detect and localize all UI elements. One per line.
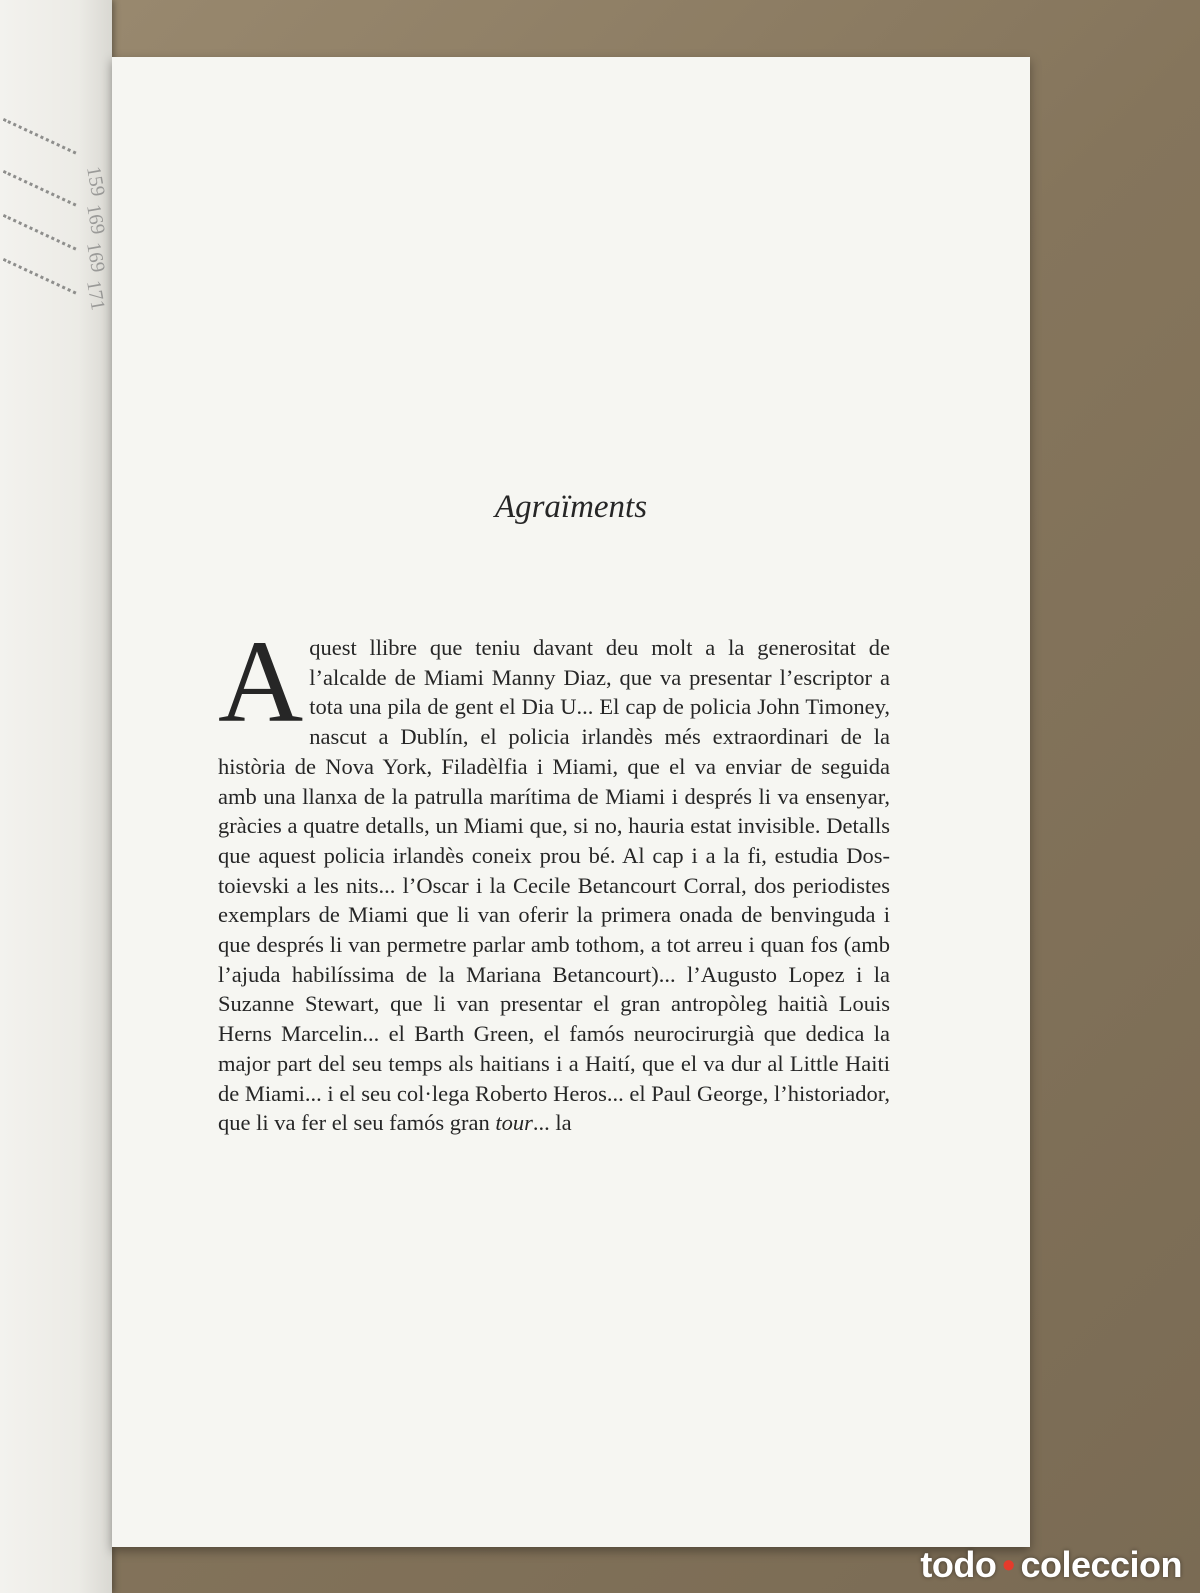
body-text-end: ... la (532, 1110, 572, 1136)
toc-page-number: 159 (82, 164, 109, 199)
left-page-edge (0, 0, 112, 1593)
drop-cap: A (218, 616, 304, 747)
toc-page-number: 169 (82, 240, 109, 275)
leader-dots (2, 118, 77, 156)
leader-dots (2, 170, 77, 208)
body-paragraph (218, 616, 890, 1138)
watermark-logo (920, 1543, 1182, 1587)
body-italic-word: tour (495, 1110, 533, 1136)
watermark-text: todo (920, 1544, 997, 1585)
toc-page-number: 171 (82, 278, 109, 313)
book-page (112, 57, 1030, 1547)
toc-page-number: 169 (82, 202, 109, 237)
body-text: quest llibre que teniu davant deu molt a la generositat de l’alcalde de Miami Manny Diaz, que va presentar l’escriptor a tota una pila de gent el Dia U... El cap de policia John Timoney, nascut a Dublín, el policia irlandès més extraordinari de la història de Nova York, Filadèlfia i Miami, que el va enviar de seguida amb una llanxa de la patrulla marítima de Miami i després li va ensenyar, gràcies a quatre detalls, un Miami que, si no, hauria estat invisible. Detalls que aquest policia irlandès coneix prou bé. Al cap i a la fi, estudia Dostoievski a les nits... l’Oscar i la Cecile Betancourt Corral, dos periodistes exemplars de Miami que li van oferir la primera onada de benvinguda i que després li van permetre parlar amb tothom, a tot arreu i quan fos (amb l’ajuda habilíssima de la Mariana Betancourt)... l’Augusto Lopez i la Suzanne Stewart, que li van presentar el gran antropòleg haitià Louis Herns Marcelin... el Barth Green, el famós neurocirurgià que dedica la major part del seu temps als haitians i a Haití, que el va dur al Little Haiti de Miami... i el seu col·lega Roberto Heros... el Paul George, l’historiador, que li va fer el seu famós gran (218, 635, 890, 1136)
watermark-text: coleccion (1020, 1544, 1182, 1585)
leader-dots (2, 258, 77, 296)
leader-dots (2, 214, 77, 252)
watermark-dot-icon: • (1002, 1544, 1015, 1585)
page-title: Agraïments (494, 489, 648, 525)
